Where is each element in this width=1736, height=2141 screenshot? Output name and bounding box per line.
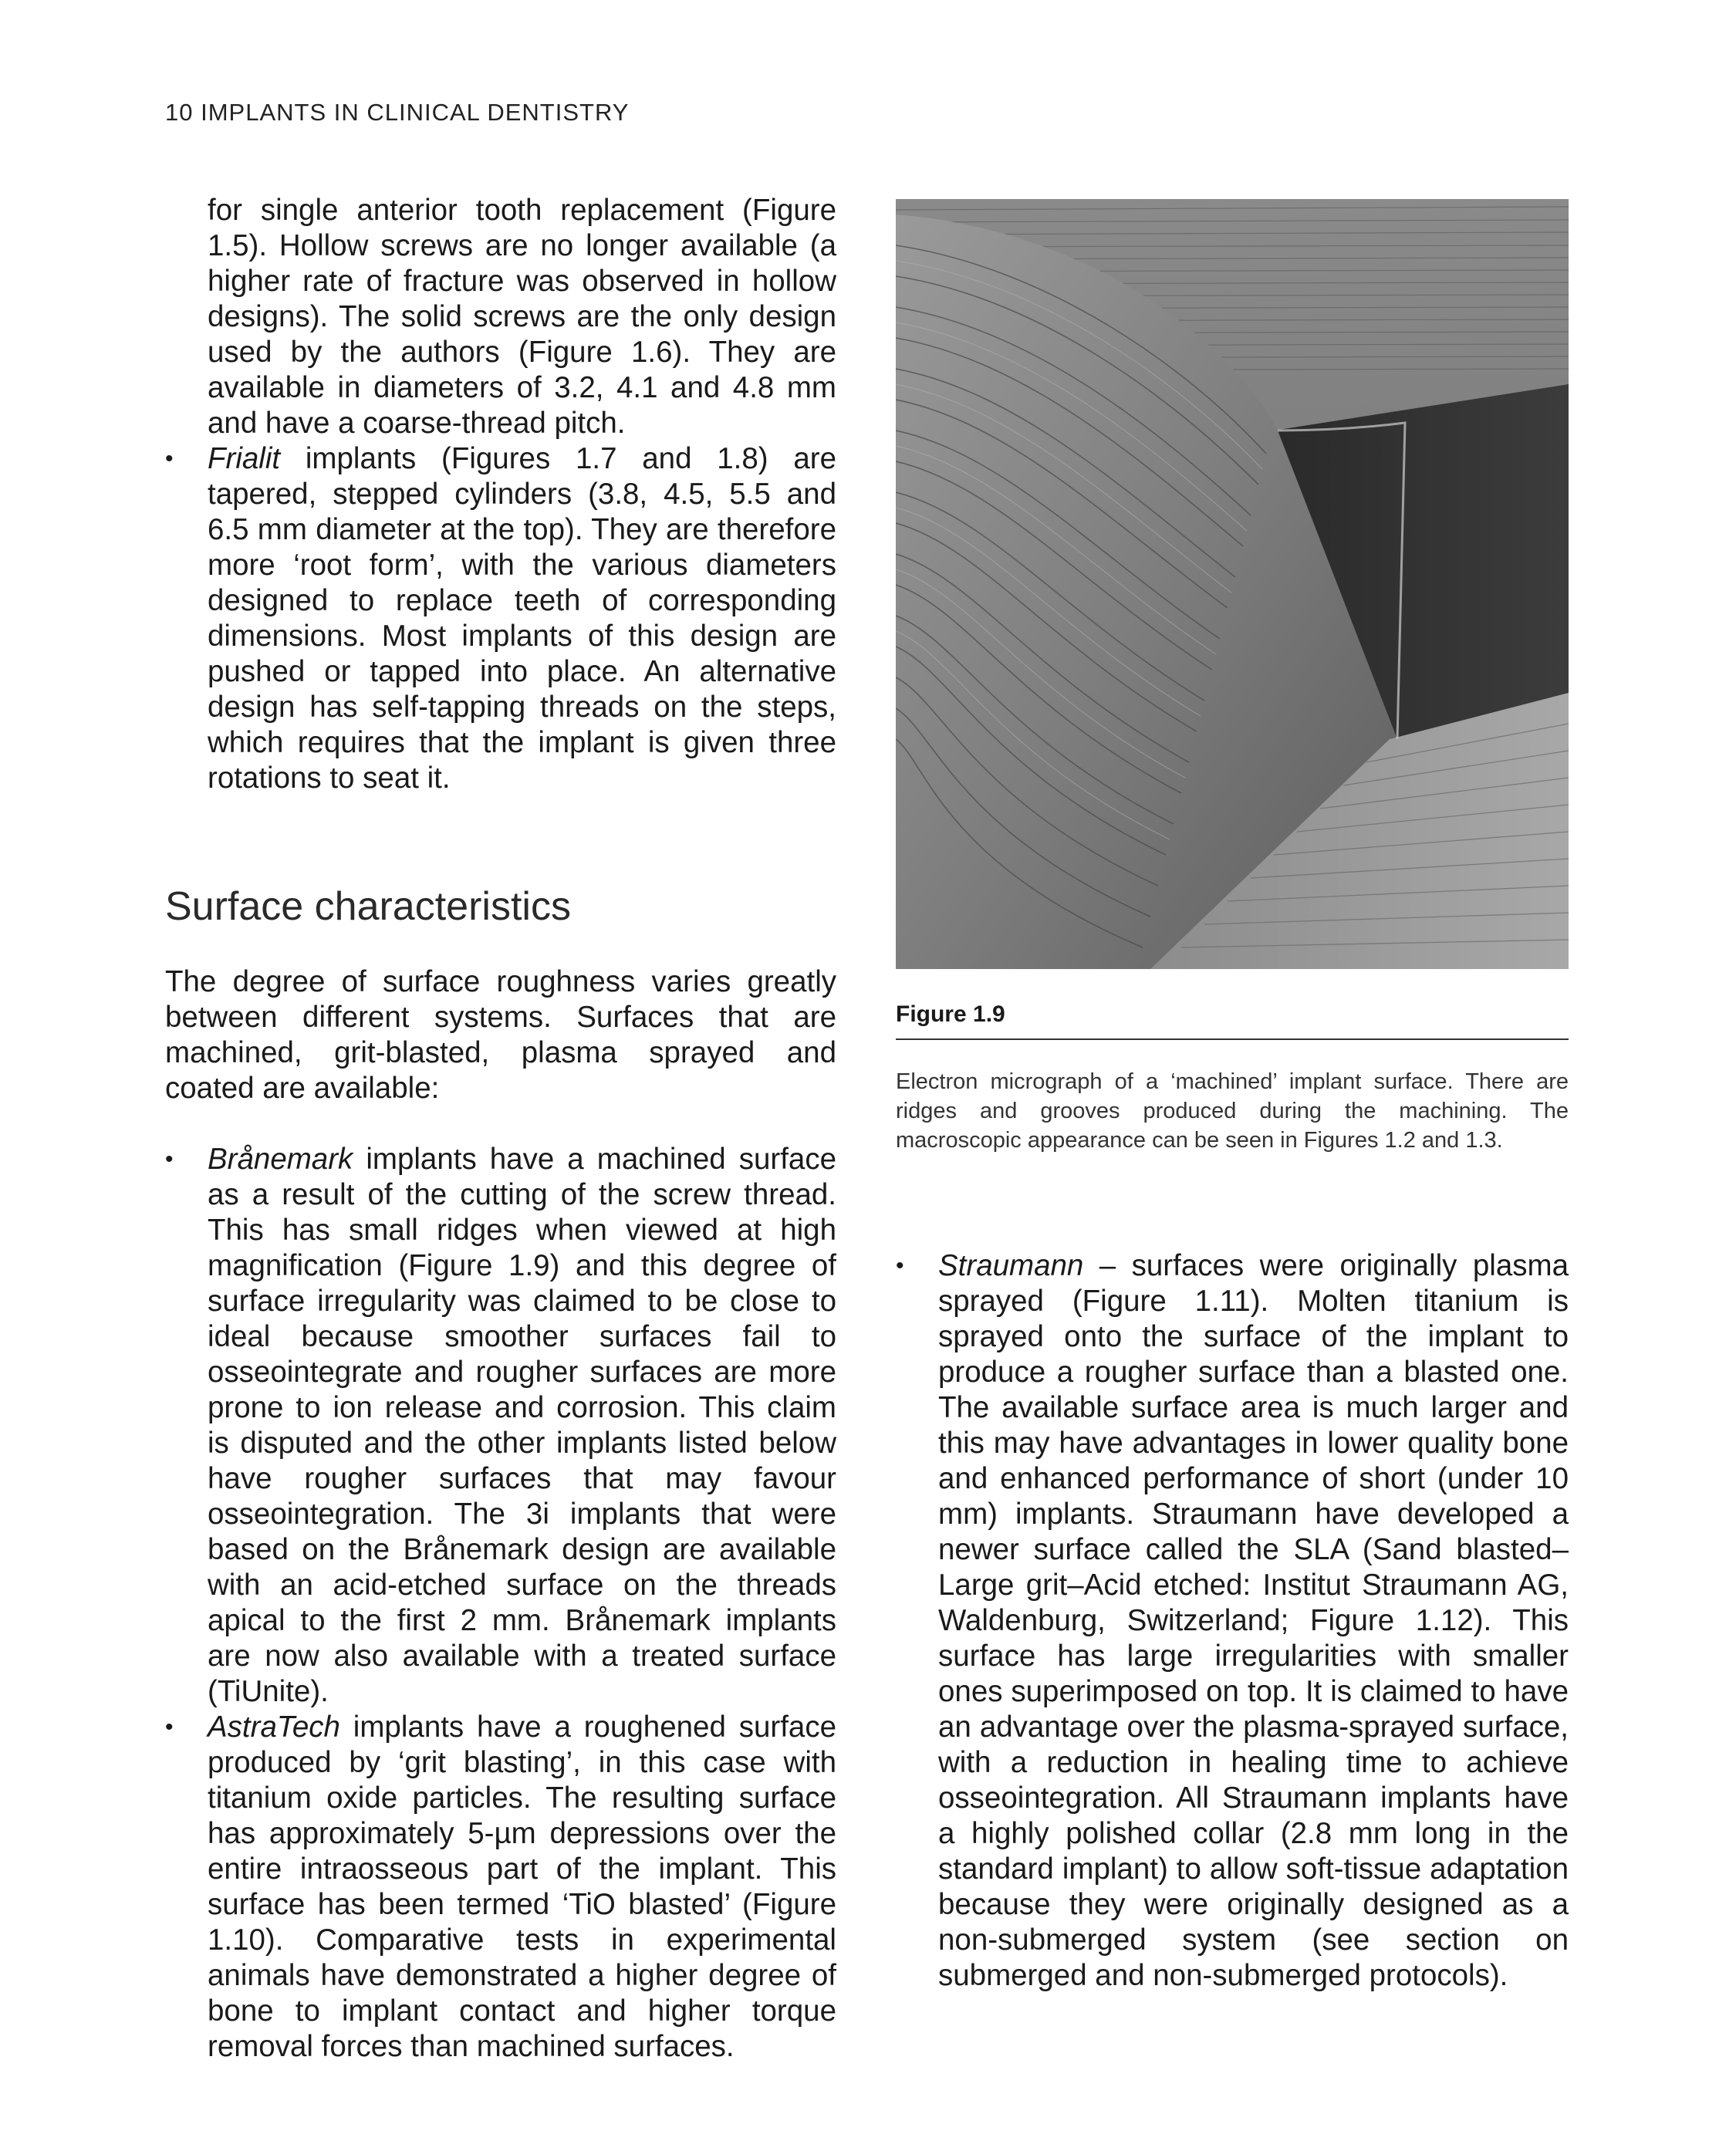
- frialit-text: implants (Figures 1.7 and 1.8) are tapered, stepped cylinders (3.8, 4.5, 5.5 and 6.5 mm diameter at the top). They are therefore more ‘root form’, with the various diameters designed to replace teeth of corresponding dimensions. Most implants of this design are pushed or tapped into place. An alternative design has self-tapping threads on the steps, which requires that the implant is given three rotations to seat it.: [208, 442, 836, 795]
- surface-intro-paragraph: The degree of surface roughness varies greatly between different systems. Surfaces that are machined, grit-blasted, plasma sprayed and coated are available:: [165, 965, 836, 1105]
- section-heading: Surface characteristics: [165, 884, 571, 929]
- branemark-list-item: [165, 1142, 836, 1710]
- surface-list: [165, 1142, 836, 2065]
- frialit-list-item: [165, 441, 836, 796]
- implant-name-frialit: Frialit: [208, 442, 281, 475]
- straumann-text: – surfaces were originally plasma sprayed (Figure 1.11). Molten titanium is sprayed onto the surface of the implant to produce a rougher surface than a blasted one. The available surface area is much larger and this may have advantages in lower quality bone and enhanced performance of short (under 10 mm) implants. Straumann have developed a newer surface called the SLA (Sand blasted–Large grit–Acid etched: Institut Straumann AG, Waldenburg, Switzerland; Figure 1.12). This surface has large irregularities with smaller ones superimposed on top. It is claimed to have an advantage over the plasma-sprayed surface, with a reduction in healing time to achieve osseointegration. All Straumann implants have a highly polished collar (2.8 mm long in the standard implant) to allow soft-tissue adaptation because they were originally designed as a non-submerged system (see section on submerged and non-submerged protocols).: [938, 1249, 1569, 1992]
- bullet-marker: •: [896, 1253, 904, 1278]
- implant-name-astratech: AstraTech: [208, 1710, 340, 1744]
- bullet-marker: •: [165, 1146, 174, 1172]
- bullet-marker: •: [165, 446, 174, 471]
- running-head: 10 IMPLANTS IN CLINICAL DENTISTRY: [165, 99, 630, 126]
- figure-caption: Electron micrograph of a ‘machined’ implant surface. There are ridges and grooves produced during the machining. The macroscopic appearance can be seen in Figures 1.2 and 1.3.: [896, 1069, 1569, 1153]
- electron-micrograph-image: [896, 199, 1569, 969]
- implant-name-branemark: Brånemark: [208, 1143, 353, 1176]
- straumann-list-item: [896, 1248, 1569, 1994]
- astratech-list-item: [165, 1710, 836, 2065]
- figure-label: Figure 1.9: [896, 1001, 1569, 1040]
- astratech-text: implants have a roughened surface produced by ‘grit blasting’, in this case with titanium oxide particles. The resulting surface has approximately 5-µm depressions over the entire intraosseous part of the implant. This surface has been termed ‘TiO blasted’ (Figure 1.10). Comparative tests in experimental animals have demonstrated a higher degree of bone to implant contact and higher torque removal forces than machined surfaces.: [208, 1710, 836, 2063]
- branemark-text: implants have a machined surface as a result of the cutting of the screw thread. This has small ridges when viewed at high magnification (Figure 1.9) and this degree of surface irregularity was claimed to be close to ideal because smoother surfaces fail to osseointegrate and rougher surfaces are more prone to ion release and corrosion. This claim is disputed and the other implants listed below have rougher surfaces that may favour osseointegration. The 3i implants that were based on the Brånemark design are available with an acid-etched surface on the threads apical to the first 2 mm. Brånemark implants are now also available with a treated surface (TiUnite).: [208, 1143, 836, 1708]
- implant-name-straumann: Straumann: [938, 1249, 1084, 1282]
- left-column: [165, 193, 836, 2063]
- frialit-list: [165, 441, 836, 796]
- bullet-marker: •: [165, 1714, 174, 1740]
- straumann-list: [896, 1248, 1569, 1994]
- intro-paragraph: for single anterior tooth replacement (Figure 1.5). Hollow screws are no longer available (a higher rate of fracture was observed in hollow designs). The solid screws are the only design used by the authors (Figure 1.6). They are available in diameters of 3.2, 4.1 and 4.8 mm and have a coarse-thread pitch.: [208, 194, 836, 440]
